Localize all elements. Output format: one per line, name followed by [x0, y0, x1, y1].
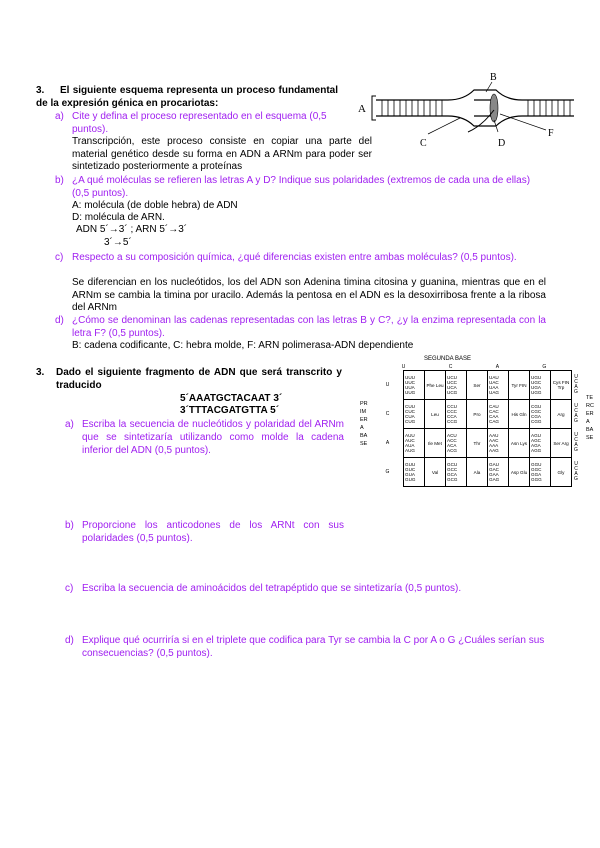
- label-b: B: [490, 72, 497, 83]
- table-header: SEGUNDA BASE: [424, 356, 472, 362]
- q2-c-question: Escriba la secuencia de aminoácidos del tetrapéptido que se sintetizaría (0,5 puntos).: [82, 583, 462, 594]
- q2-d-letter: d): [65, 635, 74, 646]
- codon-list: GCU GCC GCA GCG: [446, 458, 467, 487]
- transcription-diagram: [356, 70, 590, 154]
- q1-number: 3.: [36, 85, 45, 96]
- rna-polymerase-shape: [490, 94, 498, 122]
- second-base-g: G: [542, 364, 547, 370]
- q1-b-answer1: A: molécula (de doble hebra) de ADN: [72, 200, 238, 211]
- amino-acid-label: His Gln: [509, 400, 530, 429]
- q1-d-answer: B: cadena codificante, C: hebra molde, F: ARN polimerasa-ADN dependiente: [72, 340, 414, 351]
- q2-seq2: 3´TTTACGATGTTA 5´: [180, 405, 280, 416]
- codon-list: CGU CGC CGA CGG: [530, 400, 551, 429]
- amino-acid-label: Pro: [467, 400, 488, 429]
- amino-acid-label: Arg: [551, 400, 572, 429]
- codon-row: [372, 371, 580, 400]
- bracket-a: [372, 96, 376, 120]
- amino-acid-label: Leu: [425, 400, 446, 429]
- q1-b-letter: b): [55, 175, 64, 186]
- first-base-cell: U: [385, 381, 390, 388]
- second-base-c: C: [448, 364, 453, 370]
- codon-list: CAU CAC CAA CAG: [488, 400, 509, 429]
- label-f: F: [548, 128, 554, 139]
- q2-number: 3.: [36, 367, 45, 378]
- third-base-label: TERCERA BASE: [586, 395, 594, 441]
- codon-list: GUU GUC GUA GUG: [404, 458, 425, 487]
- q1-b-answer3: ADN 5´→3´ ; ARN 5´→3´: [76, 224, 188, 235]
- amino-acid-label: Ala: [467, 458, 488, 487]
- q2-a-letter: a): [65, 419, 74, 430]
- amino-acid-label: Phe Leu: [425, 371, 446, 400]
- codon-row: [372, 429, 580, 458]
- first-base-cell: C: [385, 410, 390, 417]
- amino-acid-label: Ile Met: [425, 429, 446, 458]
- q1-a-question: Cite y defina el proceso representado en el esquema (0,5 puntos).: [72, 111, 327, 135]
- label-a: A: [358, 103, 366, 115]
- codon-grid: [372, 370, 580, 487]
- q2-a-question: Escriba la secuencia de nucleótidos y polaridad del ARNm que se sintetizaría utilizando como molde la cadena inferior del ADN (0,5 puntos).: [82, 419, 344, 456]
- base-pair-rungs: [382, 100, 570, 116]
- codon-list: ACU ACC ACA ACG: [446, 429, 467, 458]
- q1-d-letter: d): [55, 315, 64, 326]
- third-base-cell: U C A G: [574, 374, 578, 395]
- codon-row: [372, 458, 580, 487]
- third-base-cell: U C A G: [574, 403, 578, 424]
- amino-acid-label: Cys FIN Trp: [551, 371, 572, 400]
- q1-c-question: Respecto a su composición química, ¿qué diferencias existen entre ambas moléculas? (0,5 puntos).: [72, 252, 517, 263]
- codon-list: GAU GAC GAA GAG: [488, 458, 509, 487]
- label-d: D: [498, 138, 506, 149]
- codon-list: AGU AGC AGA AGG: [530, 429, 551, 458]
- codon-list: CCU CCC CCA CCG: [446, 400, 467, 429]
- codon-list: UCU UCC UCA UCG: [446, 371, 467, 400]
- label-c: C: [420, 138, 427, 149]
- second-base-a: A: [495, 364, 500, 370]
- q2-c-letter: c): [65, 583, 74, 594]
- q2-seq1: 5´AAATGCTACAAT 3´: [180, 393, 283, 404]
- codon-list: UUU UUC UUA UUG: [404, 371, 425, 400]
- amino-acid-label: Asp Glu: [509, 458, 530, 487]
- third-base-cell: U C A G: [574, 432, 578, 453]
- amino-acid-label: Tyr FIN: [509, 371, 530, 400]
- codon-list: GGU GGC GGA GGG: [530, 458, 551, 487]
- amino-acid-label: Ser: [467, 371, 488, 400]
- codon-row: [372, 400, 580, 429]
- amino-acid-label: Gly: [551, 458, 572, 487]
- q1-c-answer: Se diferencian en los nucleótidos, los del ADN son Adenina timina citosina y guanina, mientras que en el ARNm se cambia la timina por uracilo. Además la pentosa en el ADN es la desoxirribosa frente a la ribosa del ARNm: [72, 277, 546, 313]
- q1-title: El siguiente esquema representa un proceso fundamental de la expresión génica en procariotas:: [36, 85, 338, 109]
- codon-list: AAU AAC AAA AAG: [488, 429, 509, 458]
- q2-b-question: Proporcione los anticodones de los ARNt con sus polaridades (0,5 puntos).: [82, 520, 344, 544]
- codon-list: AUU AUC AUA AUG: [404, 429, 425, 458]
- amino-acid-label: Thr: [467, 429, 488, 458]
- q1-b-answer2: D: molécula de ARN.: [72, 212, 165, 223]
- q1-a-letter: a): [55, 111, 64, 122]
- first-base-cell: A: [385, 439, 390, 446]
- first-base-cell: G: [385, 468, 390, 475]
- codon-list: CUU CUC CUA CUG: [404, 400, 425, 429]
- amino-acid-label: Ser Arg: [551, 429, 572, 458]
- q2-d-question: Explique qué ocurriría si en el triplete que codifica para Tyr se cambia la C por A o G ¿Cuáles serían sus consecuencias? (0,5 puntos).: [82, 635, 545, 659]
- amino-acid-label: Asn Lys: [509, 429, 530, 458]
- q1-a-answer: Transcripción, este proceso consiste en copiar una parte del material genético desde su forma en ADN a ARNm para poder ser sintetizado posteriormente a proteínas: [72, 136, 372, 172]
- first-base-label: PRIMERA BASE: [360, 401, 368, 447]
- amino-acid-label: Val: [425, 458, 446, 487]
- third-base-cell: U C A G: [574, 461, 578, 482]
- q1-d-question: ¿Cómo se denominan las cadenas representadas con las letras B y C?, ¿y la enzima representada con la letra F? (0,5 puntos).: [72, 315, 546, 339]
- q1-c-letter: c): [55, 252, 64, 263]
- second-base-u: U: [401, 364, 406, 370]
- q2-title: Dado el siguiente fragmento de ADN que será transcrito y traducido: [56, 367, 342, 391]
- q1-b-question: ¿A qué moléculas se refieren las letras A y D? Indique sus polaridades (extremos de cada una de ellas) (0,5 puntos).: [72, 175, 531, 199]
- genetic-code-table: [360, 356, 594, 518]
- q2-b-letter: b): [65, 520, 74, 531]
- codon-list: UAU UAC UAA UAG: [488, 371, 509, 400]
- codon-list: UGU UGC UGA UGG: [530, 371, 551, 400]
- q1-b-answer4: 3´→5´: [104, 237, 132, 248]
